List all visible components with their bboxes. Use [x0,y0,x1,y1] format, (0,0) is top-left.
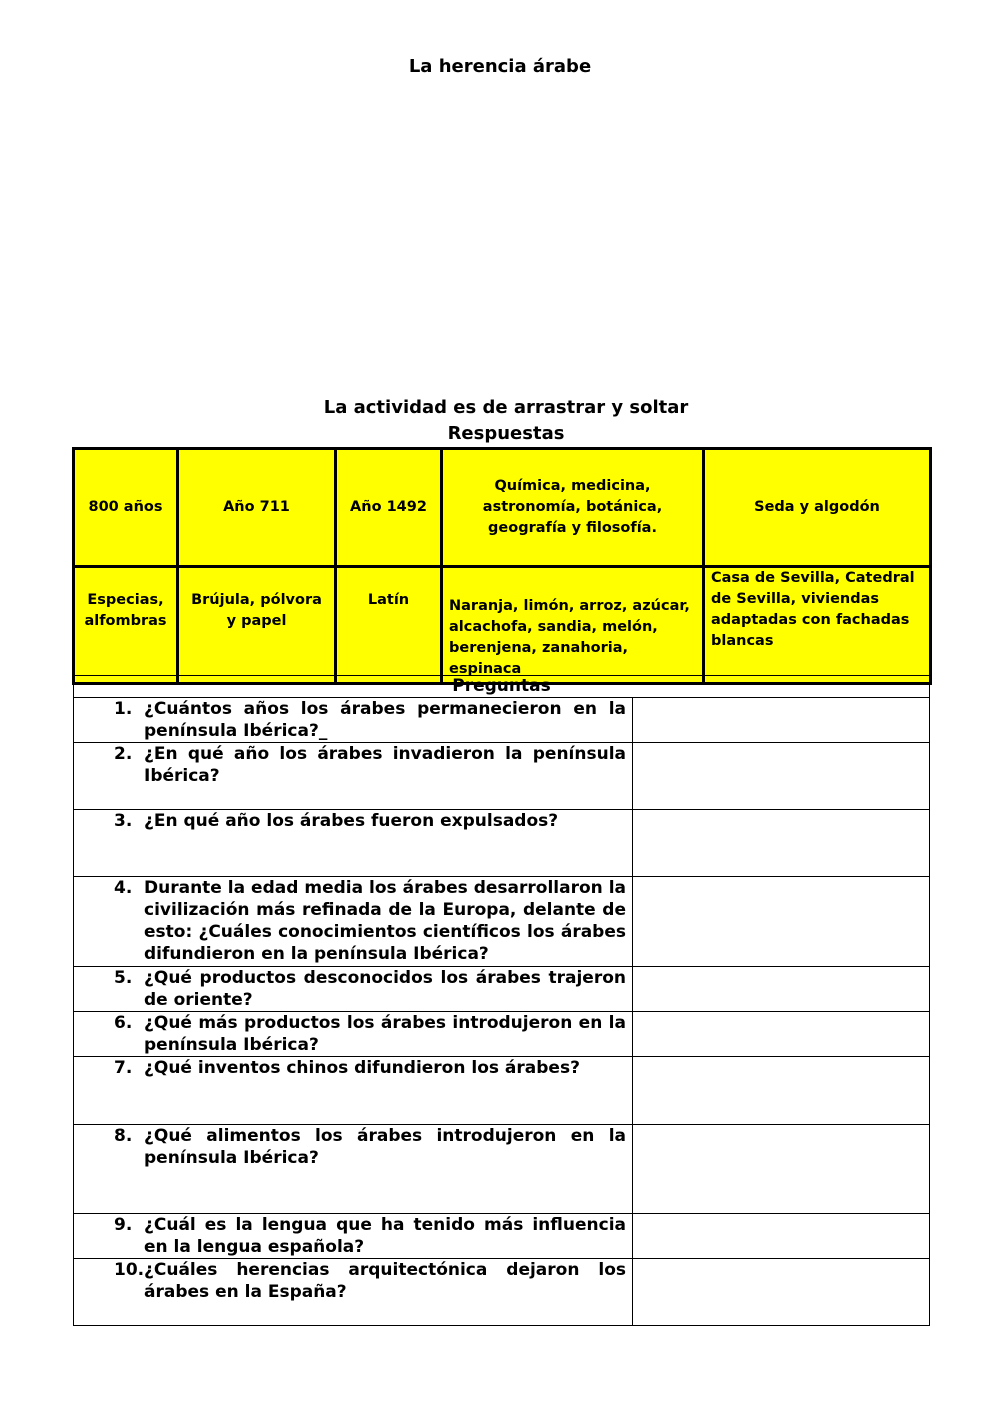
activity-header [0,395,1000,447]
question-number: 6. [114,1013,133,1033]
answer-chip[interactable]: Seda y algodón [704,449,931,567]
question-text: ¿Qué productos desconocidos los árabes trajeron de oriente? [144,968,626,1010]
answer-drop-slot[interactable] [633,1214,930,1259]
question-number: 5. [114,968,133,988]
answers-heading: Respuestas [447,423,565,444]
question-row [74,1125,930,1214]
question-text: ¿En qué año los árabes invadieron la península Ibérica? [144,744,626,786]
answer-drop-slot[interactable] [633,1057,930,1125]
question-text: ¿Cuántos años los árabes permanecieron en la península Ibérica?_ [144,699,626,741]
question-text: ¿Cuál es la lengua que ha tenido más influencia en la lengua española? [144,1215,626,1257]
answer-chip[interactable]: Química, medicina, astronomía, botánica, geografía y filosofía. [442,449,704,567]
activity-note: La actividad es de arrastrar y soltar [323,397,689,418]
answer-chip[interactable]: Brújula, pólvora y papel [178,567,336,684]
answer-drop-slot[interactable] [633,743,930,810]
question-number: 8. [114,1126,133,1146]
question-row [74,743,930,810]
question-number: 1. [114,699,133,719]
question-row [74,1214,930,1259]
answer-drop-slot[interactable] [633,1012,930,1057]
question-text: ¿Cuáles herencias arquitectónica dejaron los árabes en la España? [144,1260,626,1302]
answers-row [74,449,931,567]
question-text: ¿Qué alimentos los árabes introdujeron en la península Ibérica? [144,1126,626,1168]
answer-chip[interactable]: Año 1492 [336,449,442,567]
question-number: 9. [114,1215,133,1235]
question-text: Durante la edad media los árabes desarrollaron la civilización más refinada de la Europa, delante de esto: ¿Cuáles conocimientos científicos los árabes difundieron en la península Ibérica? [144,878,626,964]
questions-table [73,675,930,1326]
question-row [74,698,930,743]
question-number: 10. [114,1260,145,1280]
questions-heading: Preguntas [74,676,930,698]
question-row [74,1012,930,1057]
question-row [74,1057,930,1125]
answer-chip[interactable]: Latín [336,567,442,684]
question-text: ¿Qué más productos los árabes introdujeron en la península Ibérica? [144,1013,626,1055]
question-number: 7. [114,1058,133,1078]
answer-chip[interactable]: Naranja, limón, arroz, azúcar, alcachofa, sandia, melón, berenjena, zanahoria, espinaca [442,567,704,684]
question-number: 3. [114,811,133,831]
answer-drop-slot[interactable] [633,1259,930,1326]
answer-chip[interactable]: Especias, alfombras [74,567,178,684]
page-title: La herencia árabe [408,56,592,77]
answer-chip[interactable]: Año 711 [178,449,336,567]
answer-drop-slot[interactable] [633,967,930,1012]
answer-drop-slot[interactable] [633,877,930,967]
question-row [74,1259,930,1326]
question-text: ¿En qué año los árabes fueron expulsados? [144,811,559,831]
answer-chip[interactable]: 800 años [74,449,178,567]
question-row [74,877,930,967]
question-number: 2. [114,744,133,764]
question-number: 4. [114,878,133,898]
answer-drop-slot[interactable] [633,810,930,877]
question-row [74,967,930,1012]
answer-drop-slot[interactable] [633,698,930,743]
answer-drop-slot[interactable] [633,1125,930,1214]
question-row [74,810,930,877]
questions-header-row [74,676,930,698]
answers-table [72,447,932,685]
answer-chip[interactable]: Casa de Sevilla, Catedral de Sevilla, viviendas adaptadas con fachadas blancas [704,567,931,684]
question-text: ¿Qué inventos chinos difundieron los árabes? [144,1058,580,1078]
answers-row [74,567,931,684]
